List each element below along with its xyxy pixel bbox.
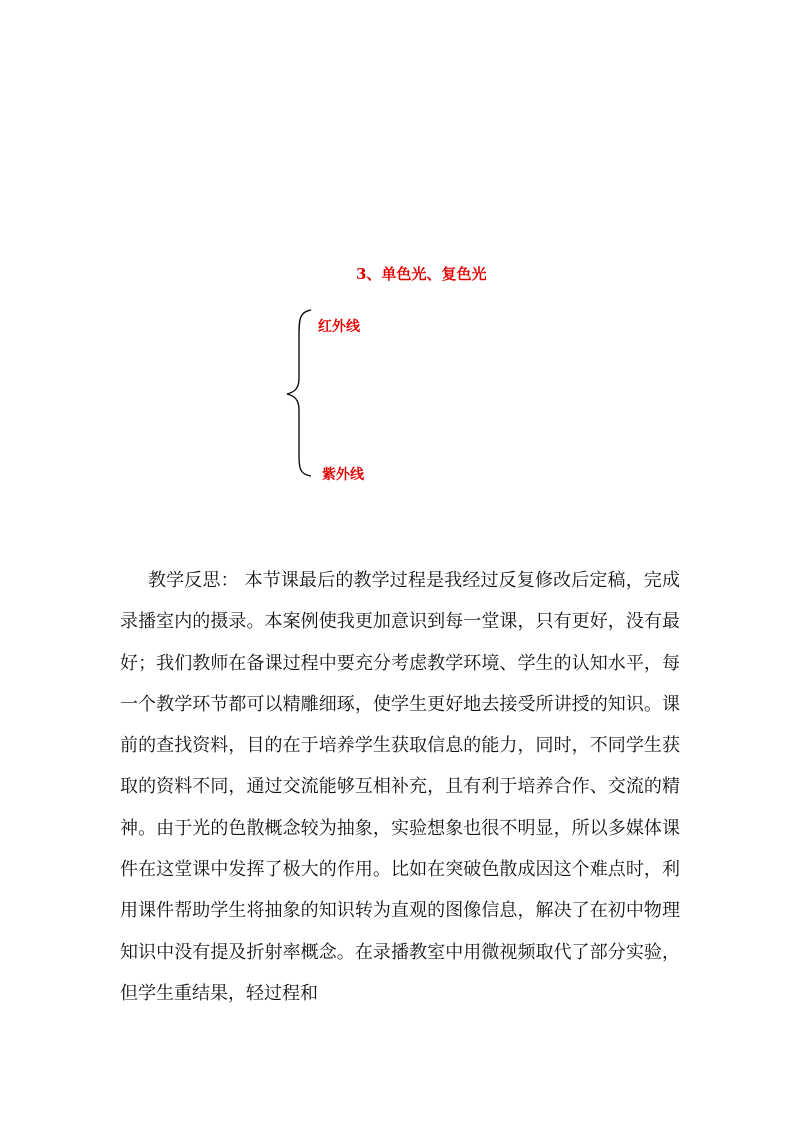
section-heading: 3、单色光、复色光	[356, 265, 487, 283]
infrared-label: 红外线	[318, 319, 360, 335]
reflection-paragraph: 教学反思： 本节课最后的教学过程是我经过反复修改后定稿，完成录播室内的摄录。本案例使我更加意识到每一堂课，只有更好，没有最好；我们教师在备课过程中要充分考虑教学环境、学生的认知水平，每一个教学环节都可以精雕细琢，使学生更好地去接受所讲授的知识。课前的查找资料，目的在于培养学生获取信息的能力，同时，不同学生获取的资料不同，通过交流能够互相补充，且有利于培养合作、交流的精神。由于光的色散概念较为抽象，实验想象也很不明显，所以多媒体课件在这堂课中发挥了极大的作用。比如在突破色散成因这个难点时，利用课件帮助学生将抽象的知识转为直观的图像信息，解决了在初中物理知识中没有提及折射率概念。在录播教室中用微视频取代了部分实验，但学生重结果，轻过程和	[120, 570, 680, 1004]
left-brace-icon	[283, 308, 313, 478]
ultraviolet-label: 紫外线	[322, 467, 364, 483]
